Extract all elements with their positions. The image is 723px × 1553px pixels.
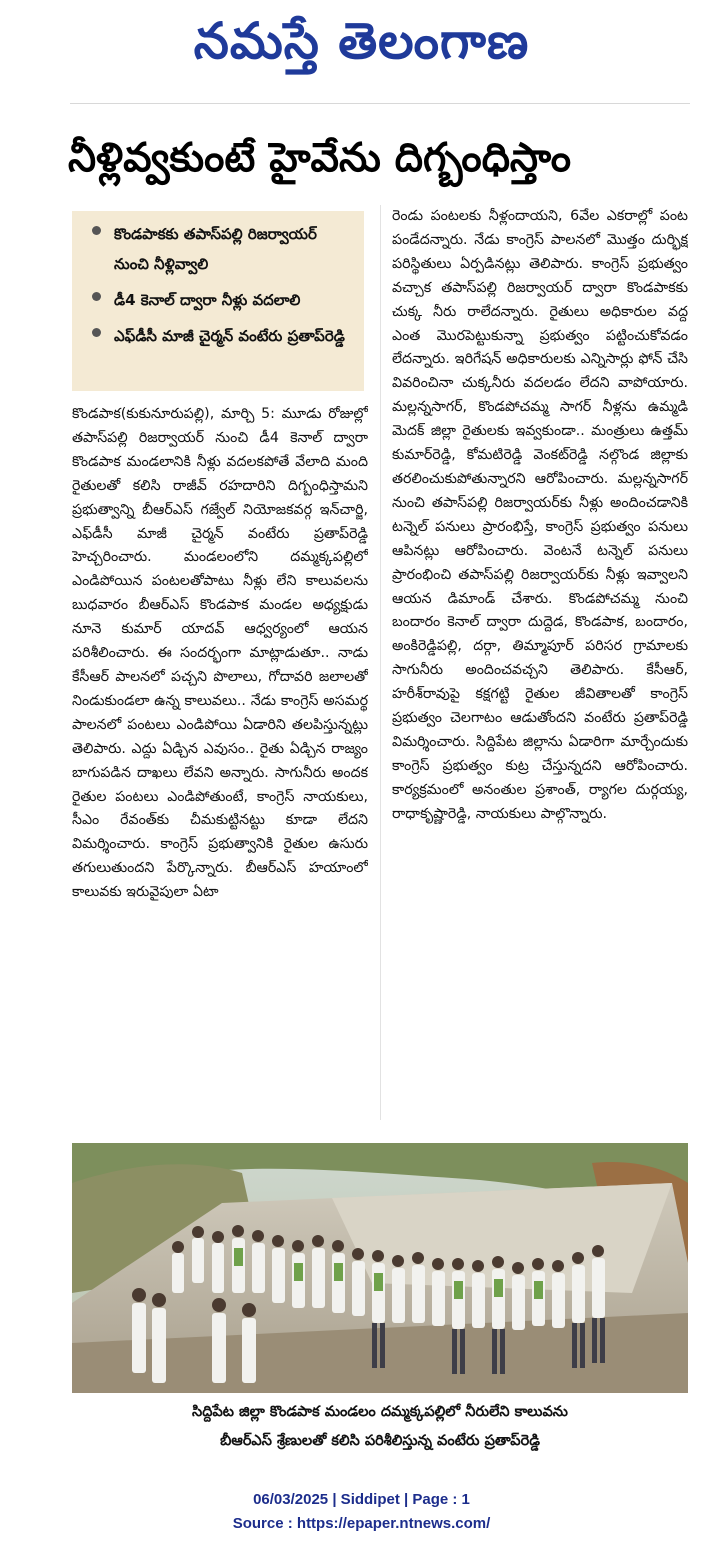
group-photo-canal [72, 1143, 688, 1393]
footer-source-link[interactable]: Source : https://epaper.ntnews.com/ [232, 1515, 491, 1532]
highlight-text: డీ4 కెనాల్ ద్వారా నీళ్లు వదలాలి [114, 291, 301, 309]
newspaper-logo: నమస్తే తెలంగాణ [193, 12, 530, 70]
photo-caption [72, 1398, 688, 1460]
news-photo [72, 1143, 688, 1393]
column-divider [380, 205, 381, 1120]
highlight-item [86, 321, 354, 351]
masthead [0, 0, 723, 100]
highlight-item [86, 219, 354, 279]
caption-line: సిద్దిపేట జిల్లా కొండపాక మండలం దమ్మక్కపల్లిలో నీరులేని కాలువను [192, 1404, 568, 1420]
highlight-text: కొండపాకకు తపాస్‌పల్లి రిజర్వాయర్ నుంచి నీళ్లివ్వాలి [114, 225, 317, 273]
caption-line: బీఆర్‌ఎస్ శ్రేణులతో కలిసి పరిశీలిస్తున్న వంటేరు ప్రతాప్‌రెడ్డి [220, 1433, 540, 1449]
article-body-right-column: రెండు పంటలకు నీళ్లందాయని, 6వేల ఎకరాల్లో పంట పండేదన్నారు. నేడు కాంగ్రెస్ పాలనలో మొత్తం దుర్భిక్ష పరిస్థితులు ఏర్పడినట్లు తెలిపారు. కాంగ్రెస్ ప్రభుత్వం వచ్చాక తపాస్‌పల్లి రిజర్వాయర్ ద్వారా కొండపాకకు చుక్క నీరు రాలేదన్నారు. రైతులు అధికారుల వద్ద ఎంత మొరపెట్టుకున్నా ప్రభుత్వం పట్టించుకోవడం లేదన్నారు. ఇరిగేషన్ అధికారులకు ఎన్నిసార్లు ఫోన్ చేసి వివరించినా చుక్కనీరు వదలడం లేదని వాపోయారు. మల్లన్నసాగర్, కొండపోచమ్మ సాగర్ నీళ్లను ఉమ్మడి మెదక్ జిల్లా రైతులకు ఇవ్వకుండా.. మంత్రులు ఉత్తమ్ కుమార్‌రెడ్డి, కోమటిరెడ్డి వెంకట్‌రెడ్డి నల్గొండ జిల్లాకు తరలించుకుపోతున్నారని ఆరోపించారు. మల్లన్నసాగర్ నుంచి తపాస్‌పల్లి రిజర్వాయర్‌కు నీళ్లు అందించడానికి టన్నెల్ పనులు ప్రారంభిస్తే, కాంగ్రెస్ ప్రభుత్వం పనులు ఆపినట్లు ఆరోపించారు. వెంటనే టన్నెల్ పనులు ప్రారంభించి తపాస్‌పల్లి రిజర్వాయర్‌కు నీళ్లు ఇవ్వాలని ఆయన డిమాండ్ చేశారు. కొండపోచమ్మ నుంచి బందారం కెనాల్ ద్వారా దుద్దెడ, కొండపాక, బందారం, అంకిరెడ్డిపల్లి, దర్గా, తిమ్మాపూర్ పరిసర గ్రామాలకు సాగునీరు అందించవచ్చని తెలిపారు. కేసీఆర్, హరీశ్‌రావుపై కక్షగట్టి రైతుల జీవితాలతో కాంగ్రెస్ ప్రభుత్వం చెలగాటం ఆడుతోందని వంటేరు ప్రతాప్‌రెడ్డి విమర్శించారు. సిద్దిపేట జిల్లాను ఏడారిగా మార్చేందుకు కాంగ్రెస్ ప్రభుత్వం కుట్ర చేస్తున్నదని ఆరోపించారు. కార్యక్రమంలో అనంతుల ప్రశాంత్, ర్యాగల దుర్గయ్య, రాధాకృష్ణారెడ్డి, నాయకులు పాల్గొన్నారు. [392, 208, 688, 822]
footer-date-edition: 06/03/2025 | Siddipet | Page : 1 [253, 1491, 470, 1508]
highlight-item [86, 285, 354, 315]
bullet-icon [92, 226, 101, 235]
masthead-divider [70, 103, 690, 104]
article-headline: నీళ్లివ్వకుంటే హైవేను దిగ్బంధిస్తాం [68, 135, 572, 181]
bullet-icon [92, 328, 101, 337]
bullet-icon [92, 292, 101, 301]
highlight-text: ఎఫ్‌డీసీ మాజీ చైర్మన్ వంటేరు ప్రతాప్‌రెడ్డి [114, 327, 345, 345]
highlights-box [72, 211, 364, 391]
page-footer [0, 1488, 723, 1538]
article-body-left-column: కొండపాక(కుకునూరుపల్లి), మార్చి 5: మూడు రోజుల్లో తపాస్‌పల్లి రిజర్వాయర్ నుంచి డీ4 కెనాల్ ద్వారా కొండపాక మండలానికి నీళ్లు వదలకపోతే వేలాది మంది రైతులతో కలిసి రాజీవ్ రహదారిని దిగ్బంధిస్తామని ప్రభుత్వాన్ని బీఆర్‌ఎస్ గజ్వేల్ నియోజకవర్గ ఇన్‌చార్జి, ఎఫ్‌డీసీ మాజీ చైర్మన్ వంటేరు ప్రతాప్‌రెడ్డి హెచ్చరించారు. మండలంలోని దమ్మక్కపల్లిలో ఎండిపోయిన పంటలతోపాటు నీళ్లు లేని కాలువలను బుధవారం బీఆర్‌ఎస్ కొండపాక మండల అధ్యక్షుడు నూనె కుమార్ యాదవ్ ఆధ్వర్యంలో ఆయన పరిశీలించారు. ఈ సందర్భంగా మాట్లాడుతూ.. నాడు కేసీఆర్ పాలనలో పచ్చని పొలాలు, గోదావరి జలాలతో నిండుకుండలా ఉన్న కాలువలు.. నేడు కాంగ్రెస్ అసమర్థ పాలనలో పంటలు ఎండిపోయి ఏడారిని తలపిస్తున్నట్లు తెలిపారు. ఎద్దు ఏడ్చిన ఎవుసం.. రైతు ఏడ్చిన రాజ్యం బాగుపడిన దాఖలు లేవని అన్నారు. సాగునీరు అందక రైతుల పంటలు ఎండిపోతుంటే, కాంగ్రెస్ నాయకులు, సీఎం రేవంత్‌కు చీమకుట్టినట్టు కూడా లేదని విమర్శించారు. కాంగ్రెస్ ప్రభుత్వానికి రైతుల ఉసురు తగులుతుందని పేర్కొన్నారు. బీఆర్‌ఎస్ హయాంలో కాలువకు ఇరువైపులా ఏటా [72, 406, 368, 901]
